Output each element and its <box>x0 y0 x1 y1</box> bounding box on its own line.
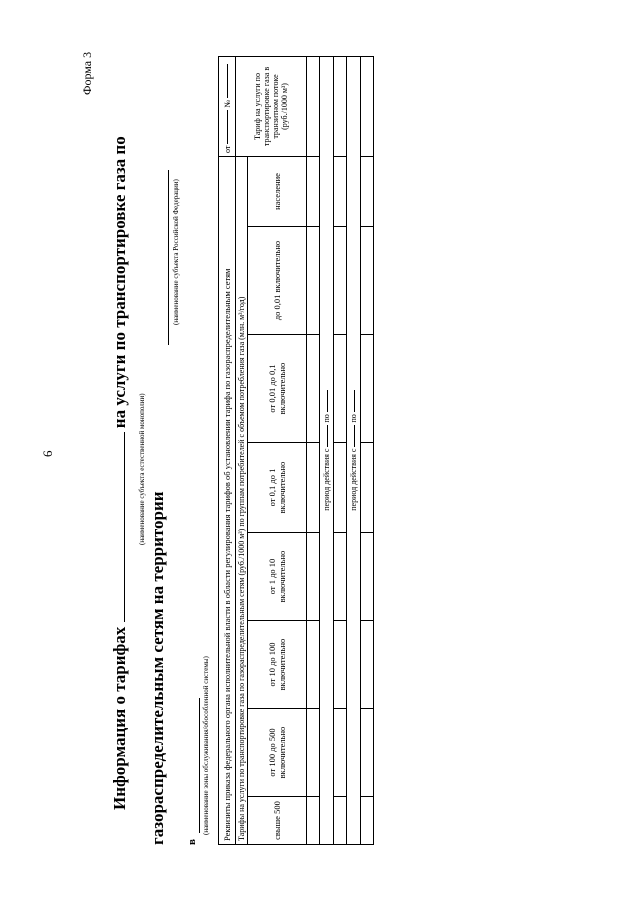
data-cell <box>307 335 320 443</box>
data-cell <box>334 709 347 797</box>
data-cell <box>307 533 320 621</box>
order-number-cell <box>219 56 236 156</box>
monopoly-name-blank <box>124 432 125 622</box>
data-cell <box>334 443 347 533</box>
number-label: № <box>222 99 232 108</box>
data-cell <box>334 335 347 443</box>
document-title-line-2: газораспределительным сетям на территории <box>148 491 167 845</box>
region-name-blank <box>168 170 169 345</box>
form-label: Форма 3 <box>80 51 94 95</box>
column-header: от 0,01 до 0,1 включительно <box>248 335 307 443</box>
data-cell <box>334 56 347 156</box>
in-prefix: в <box>186 839 198 845</box>
data-cell <box>334 797 347 845</box>
period-cell <box>347 56 361 844</box>
title-part-1: Информация о тарифах <box>110 626 129 810</box>
data-cell <box>334 156 347 226</box>
document-title <box>110 136 130 810</box>
caption-zone: (наименование зоны обслуживания/обособленной системы) <box>202 656 210 835</box>
period-to-label: по <box>349 414 358 423</box>
column-header: от 100 до 500 включительно <box>248 709 307 797</box>
data-cell <box>361 56 374 156</box>
period-label: период действия с <box>322 448 331 511</box>
transit-header-cell: Тариф на услуги по транспортировке газа в транзитном потоке (руб./1000 м³) <box>236 56 307 156</box>
data-cell <box>307 227 320 335</box>
zone-name-blank <box>199 698 200 833</box>
column-header: свыше 500 <box>248 797 307 845</box>
period-label: период действия с <box>349 448 358 511</box>
data-cell <box>307 56 320 156</box>
caption-region: (наименование субъекта Российской Федерации) <box>172 179 180 325</box>
data-cell <box>307 621 320 709</box>
title-part-2: на услуги по транспортировке газа по <box>110 136 129 429</box>
table-row <box>334 56 347 844</box>
period-to-blank <box>354 390 355 412</box>
table-row <box>307 56 320 844</box>
data-cell <box>361 621 374 709</box>
number-blank <box>227 64 228 98</box>
requisites-cell: Реквизиты приказа федерального органа исполнительной власти в области регулирования тарифов об установлении тарифа по газораспределительным сетям <box>219 156 236 844</box>
column-header: от 0,1 до 1 включительно <box>248 443 307 533</box>
data-cell <box>361 335 374 443</box>
tariff-table <box>218 56 374 845</box>
data-cell <box>361 709 374 797</box>
ot-label: от <box>222 145 232 153</box>
period-to-blank <box>327 390 328 412</box>
column-header: от 10 до 100 включительно <box>248 621 307 709</box>
data-cell <box>361 227 374 335</box>
data-cell <box>334 621 347 709</box>
period-row <box>320 56 334 844</box>
column-header: население <box>248 156 307 226</box>
data-cell <box>307 709 320 797</box>
date-blank <box>227 110 228 144</box>
period-to-label: по <box>322 414 331 423</box>
data-cell <box>361 797 374 845</box>
page-number: 6 <box>40 450 55 457</box>
caption-monopoly: (наименование субъекта естественной монополии) <box>138 393 146 545</box>
data-cell <box>307 156 320 226</box>
column-header: до 0,01 включительно <box>248 227 307 335</box>
data-cell <box>361 533 374 621</box>
column-header: от 1 до 10 включительно <box>248 533 307 621</box>
period-from-blank <box>354 425 355 447</box>
table-row <box>361 56 374 844</box>
data-cell <box>307 797 320 845</box>
data-cell <box>334 533 347 621</box>
tariffs-header-cell: Тарифы на услуги по транспортировке газа по газораспределительным сетям (руб./1000 м³) по группам потребителей с объемом потребления газа (млн. м³/год) <box>236 156 248 844</box>
period-row <box>347 56 361 844</box>
data-cell <box>361 156 374 226</box>
data-cell <box>307 443 320 533</box>
data-cell <box>334 227 347 335</box>
data-cell <box>361 443 374 533</box>
period-cell <box>320 56 334 844</box>
period-from-blank <box>327 425 328 447</box>
